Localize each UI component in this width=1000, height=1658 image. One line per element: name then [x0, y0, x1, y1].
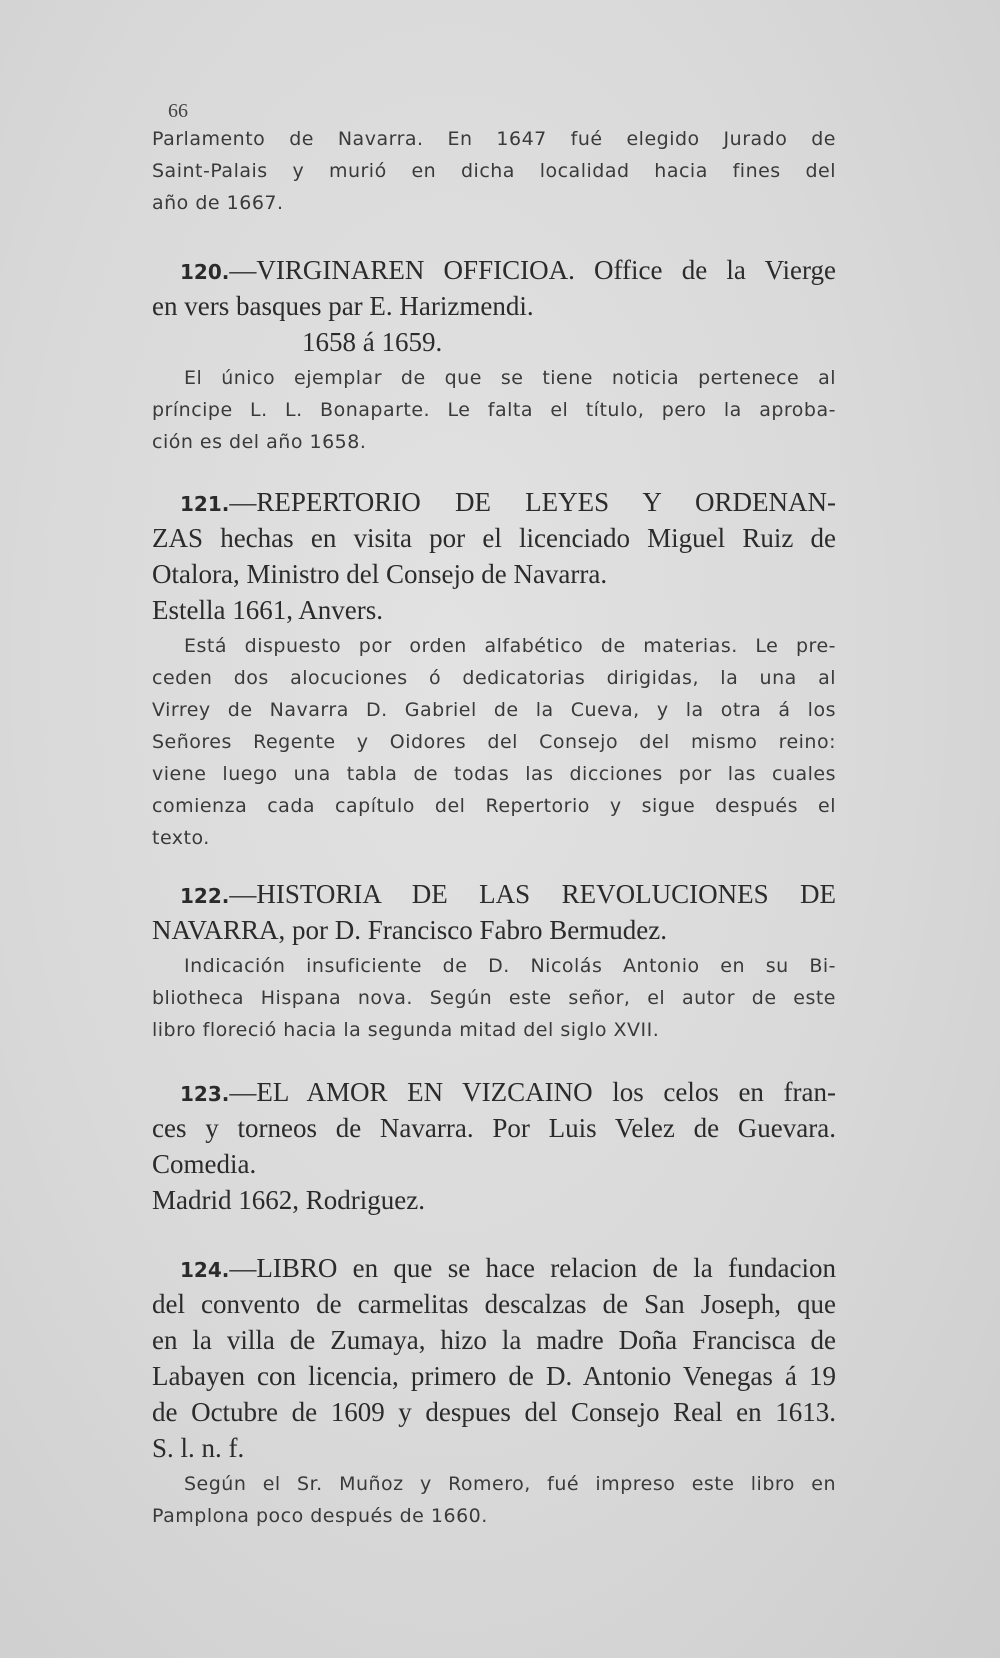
entry-number: 120. [180, 260, 230, 284]
intro-paragraph [152, 123, 836, 219]
entry-note [152, 1468, 836, 1532]
text-line: bliotheca Hispana nova. Según este señor, el autor de este [152, 987, 836, 1009]
text-line: Parlamento de Navarra. En 1647 fué elegido Jurado de [152, 128, 836, 150]
text-line: comienza cada capítulo del Repertorio y sigue después el [152, 795, 836, 817]
entry-note [152, 630, 836, 854]
text-line: Pamplona poco después de 1660. [152, 1505, 488, 1527]
text-line: Está dispuesto por orden alfabético de materias. Le pre- [184, 635, 836, 657]
text-line: Saint-Palais y murió en dicha localidad hacia fines del [152, 160, 836, 182]
entry-124 [152, 1250, 836, 1532]
entry-number: 121. [180, 492, 230, 516]
text-line: ceden dos alocuciones ó dedicatorias dirigidas, la una al [152, 667, 836, 689]
entry-title-line: Comedia. [152, 1149, 257, 1179]
text-line: viene luego una tabla de todas las dicciones por las cuales [152, 763, 836, 785]
entry-title-line: 121.—REPERTORIO DE LEYES Y ORDENAN- [180, 487, 836, 517]
entry-imprint: Madrid 1662, Rodriguez. [152, 1185, 425, 1215]
entry-imprint: 1658 á 1659. [302, 327, 443, 357]
text-line: El único ejemplar de que se tiene noticia pertenece al [184, 367, 836, 389]
page-number: 66 [168, 100, 188, 122]
text-line: Indicación insuficiente de D. Nicolás Antonio en su Bi- [184, 955, 836, 977]
entry-number: 124. [180, 1258, 230, 1282]
entry-title-line: 124.—LIBRO en que se hace relacion de la fundacion [180, 1253, 836, 1283]
text-line: Según el Sr. Muñoz y Romero, fué impreso este libro en [184, 1473, 836, 1495]
entry-imprint: Estella 1661, Anvers. [152, 595, 383, 625]
entry-title-line: Otalora, Ministro del Consejo de Navarra. [152, 559, 608, 589]
entry-note [152, 362, 836, 458]
entry-title-line: Labayen con licencia, primero de D. Antonio Venegas á 19 [152, 1361, 836, 1391]
text-line: Virrey de Navarra D. Gabriel de la Cueva, y la otra á los [152, 699, 836, 721]
text-line: príncipe L. L. Bonaparte. Le falta el título, pero la aproba- [152, 399, 836, 421]
entry-121 [152, 484, 836, 854]
entry-title-line: 122.—HISTORIA DE LAS REVOLUCIONES DE [180, 879, 836, 909]
entry-title-line: 120.—VIRGINAREN OFFICIOA. Office de la Vierge [180, 255, 836, 285]
entry-title-line: NAVARRA, por D. Francisco Fabro Bermudez. [152, 915, 667, 945]
entry-number: 123. [180, 1082, 230, 1106]
entry-title-line: 123.—EL AMOR EN VIZCAINO los celos en fran- [180, 1077, 836, 1107]
text-line: libro floreció hacia la segunda mitad del siglo XVII. [152, 1019, 660, 1041]
text-line: Señores Regente y Oidores del Consejo del mismo reino: [152, 731, 836, 753]
entry-number: 122. [180, 884, 230, 908]
entry-title-line: en vers basques par E. Harizmendi. [152, 291, 534, 321]
entry-imprint: S. l. n. f. [152, 1433, 245, 1463]
entry-122 [152, 876, 836, 1046]
text-line: año de 1667. [152, 192, 284, 214]
text-line: ción es del año 1658. [152, 431, 367, 453]
entry-120 [152, 252, 836, 458]
entry-note [152, 950, 836, 1046]
entry-title-line: ces y torneos de Navarra. Por Luis Velez de Guevara. [152, 1113, 836, 1143]
text-line: texto. [152, 827, 210, 849]
entry-title-line: del convento de carmelitas descalzas de San Joseph, que [152, 1289, 836, 1319]
entry-title-line: de Octubre de 1609 y despues del Consejo Real en 1613. [152, 1397, 836, 1427]
entry-title-line: ZAS hechas en visita por el licenciado Miguel Ruiz de [152, 523, 836, 553]
entry-title-line: en la villa de Zumaya, hizo la madre Doña Francisca de [152, 1325, 836, 1355]
entry-123 [152, 1074, 836, 1218]
